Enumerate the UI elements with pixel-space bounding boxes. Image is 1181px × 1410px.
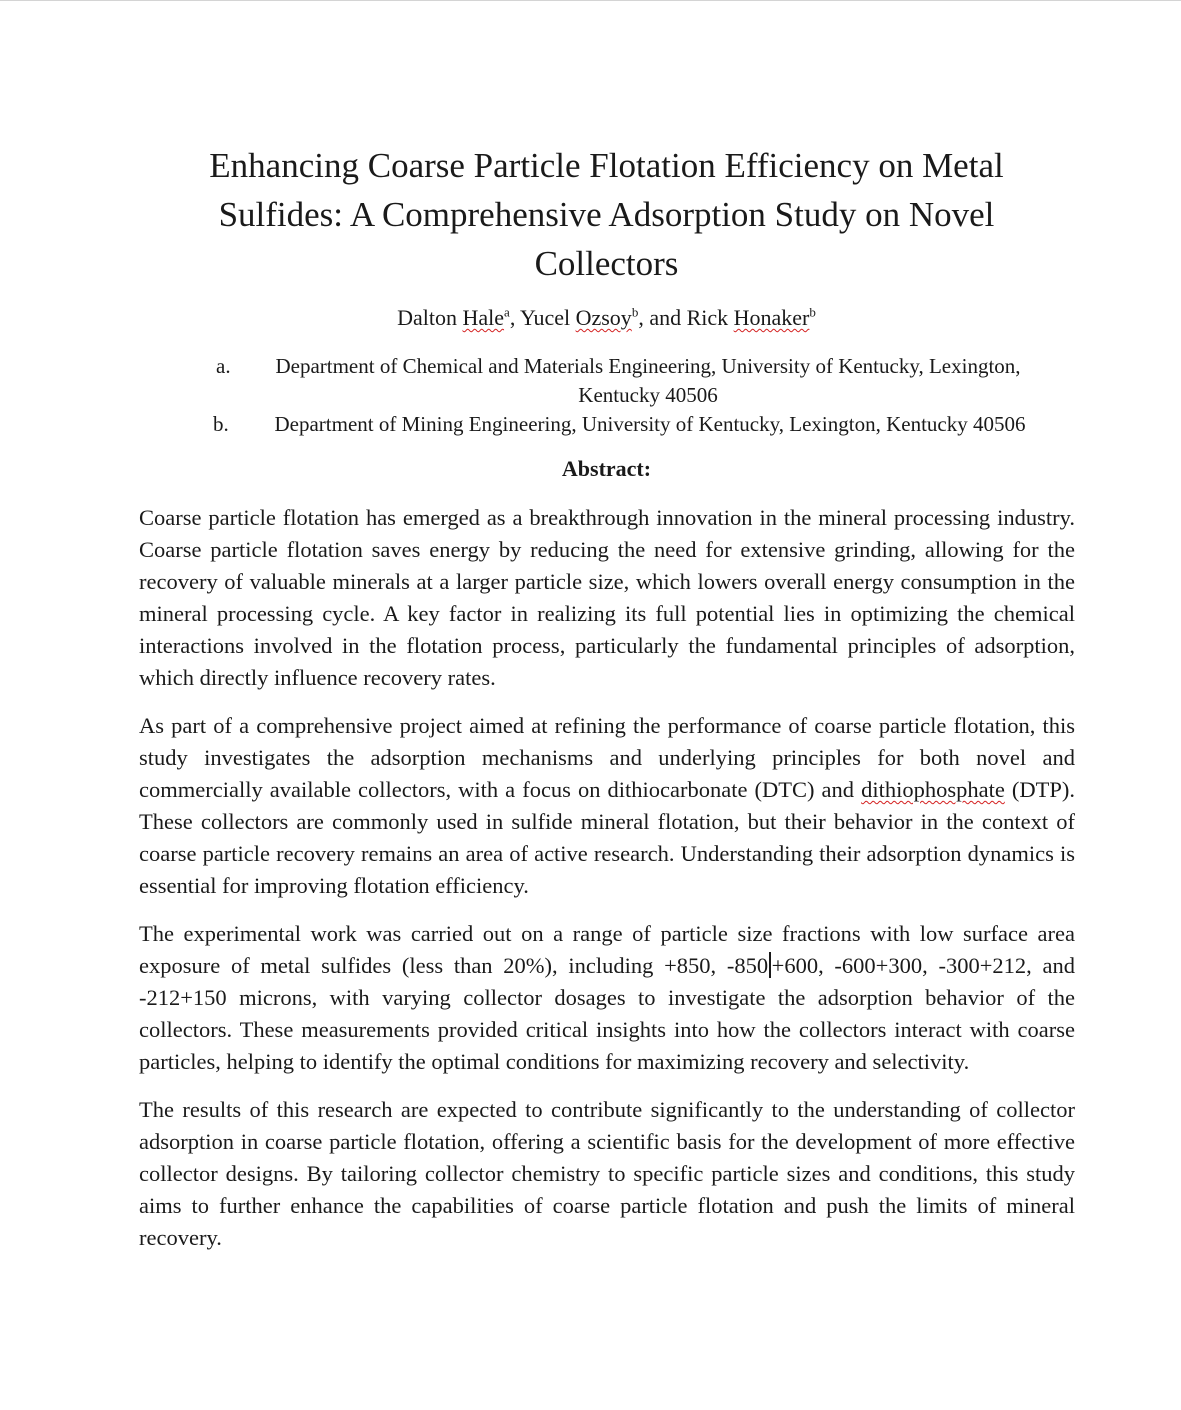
author-last-name-spellcheck[interactable]: Hale bbox=[462, 305, 505, 330]
author-first-name: Rick bbox=[686, 305, 734, 330]
abstract-heading: Abstract: bbox=[561, 456, 652, 481]
text-cursor bbox=[769, 952, 771, 978]
abstract-paragraph-4: The results of this research are expected to contribute significantly to the understanding of collector adsorption in coarse particle flotation, offering a scientific basis for the development of more effective collector designs. By tailoring collector chemistry to specific particle sizes and conditions, this study aims to further enhance the capabilities of coarse particle flotation and push the limits of mineral recovery. bbox=[139, 1097, 1075, 1250]
affiliation-text: Department of Mining Engineering, University of Kentucky, Lexington, Kentucky 40506 bbox=[274, 412, 1026, 436]
affiliation-text: Department of Chemical and Materials Engineering, University of Kentucky, Lexington, Kentucky 40506 bbox=[275, 354, 1021, 407]
author-separator: , bbox=[509, 305, 520, 330]
author-first-name: Dalton bbox=[397, 305, 463, 330]
author-affiliation-mark: b bbox=[631, 304, 639, 320]
author-affiliation-mark: a bbox=[504, 304, 510, 320]
author-first-name: Yucel bbox=[520, 305, 576, 330]
abstract-paragraph-1: Coarse particle flotation has emerged as a breakthrough innovation in the mineral processing industry. Coarse particle flotation saves energy by reducing the need for extensive grinding, allowing for the recovery of valuable minerals at a larger particle size, which lowers overall energy consumption in the mineral processing cycle. A key factor in realizing its full potential lies in optimizing the chemical interactions involved in the flotation process, particularly the fundamental principles of adsorption, which directly influence recovery rates. bbox=[139, 505, 1075, 690]
paragraph-text: (DTP). These collectors are commonly used in sulfide mineral flotation, but their behavior in the context of coarse particle recovery remains an area of active research. Understanding their adsorption dynamics is essential for improving flotation efficiency. bbox=[139, 777, 1075, 898]
paragraph-text: The experimental work was carried out on a range of particle size fractions with low surface area exposure of metal sulfides (less than 20%), including +850, -850 bbox=[139, 921, 1075, 978]
abstract-paragraph-2 bbox=[139, 710, 1075, 902]
paper-title: Enhancing Coarse Particle Flotation Efficiency on Metal Sulfides: A Comprehensive Adsorption Study on Novel Collectors bbox=[209, 146, 1004, 283]
affiliation-item bbox=[216, 352, 1046, 410]
author-last-name-spellcheck[interactable]: Honaker bbox=[733, 305, 810, 330]
affiliation-letter: a. bbox=[216, 354, 231, 378]
affiliation-item bbox=[213, 410, 1053, 439]
affiliation-letter: b. bbox=[213, 412, 229, 436]
spellcheck-word[interactable]: dithiophosphate bbox=[861, 777, 1005, 802]
author-separator: , and bbox=[638, 305, 687, 330]
paragraph-text: +600, -600+300, -300+212, and -212+150 microns, with varying collector dosages to investigate the adsorption behavior of the collectors. These measurements provided critical insights into how the collectors interact with coarse particles, helping to identify the optimal conditions for maximizing recovery and selectivity. bbox=[139, 953, 1075, 1074]
author-last-name-spellcheck[interactable]: Ozsoy bbox=[575, 305, 632, 330]
author-affiliation-mark: b bbox=[809, 304, 816, 320]
paragraph-text: As part of a comprehensive project aimed at refining the performance of coarse particle flotation, this study investigates the adsorption mechanisms and underlying principles for both novel and commercially available collectors, with a focus on dithiocarbonate (DTC) and bbox=[139, 713, 1075, 802]
abstract-paragraph-3 bbox=[139, 918, 1075, 1078]
author-line bbox=[140, 303, 1073, 333]
